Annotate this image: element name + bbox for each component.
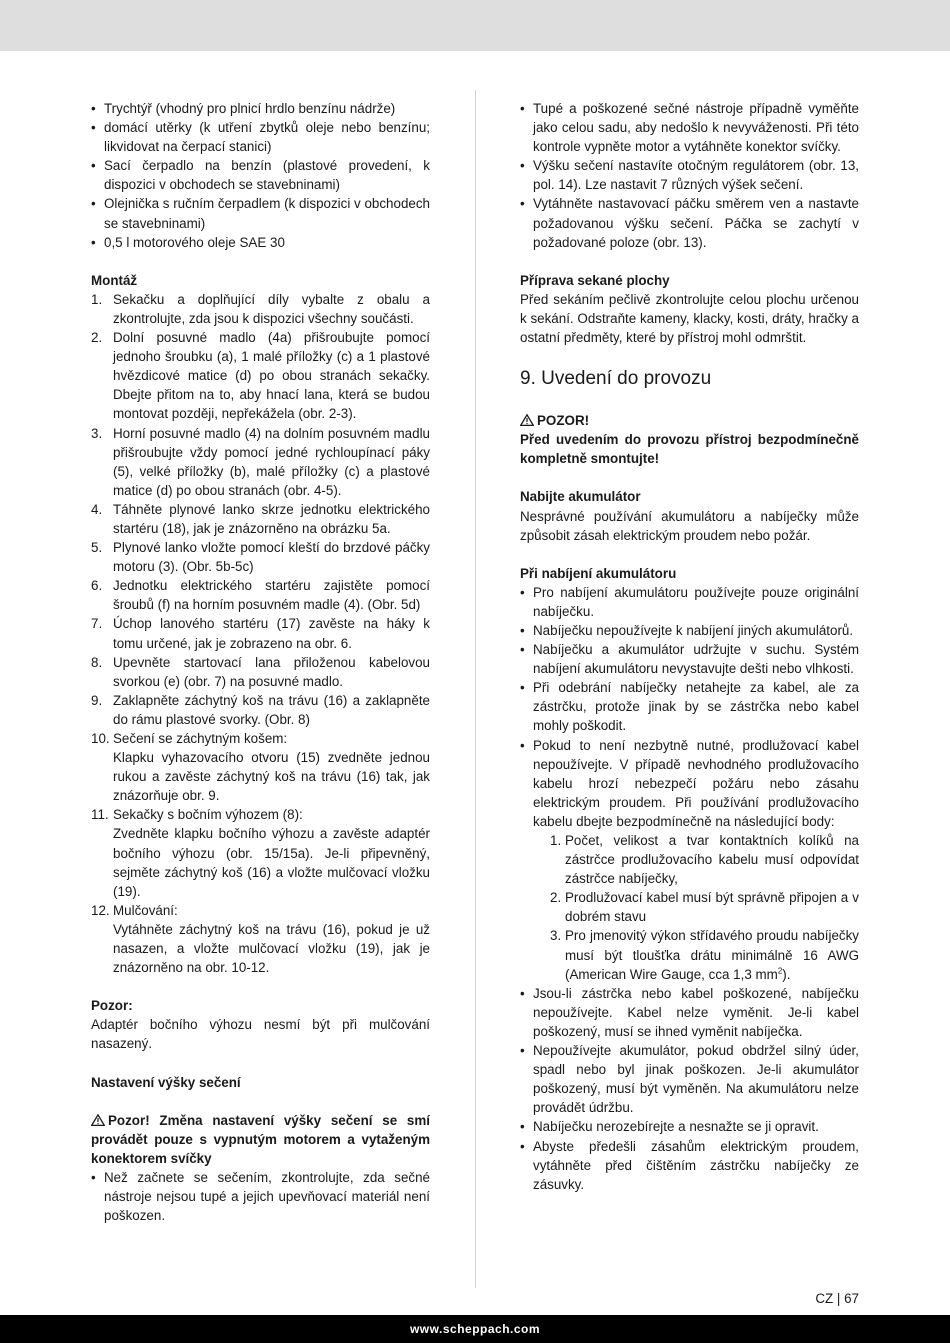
list-item: 4. Táhněte plynové lanko skrze jednotku elektrického startéru (18), jak je znázorněno na obrázku 5a. xyxy=(91,501,430,536)
list-item: • Výšku sečení nastavíte otočným regulátorem (obr. 13, pol. 14). Lze nastavit 7 různých výšek sečení. xyxy=(520,156,859,194)
list-item: 11. Sekačky s bočním výhozem (8): Zvedněte klapku bočního výhozu a zavěste adaptér bočního výhozu (obr. 15/15a). Je-li připevněný, sejměte záchytný koš (16) a vložte mulčovací vložku (19). xyxy=(91,807,430,899)
header-band xyxy=(0,0,950,51)
list-item: • Olejnička s ručním čerpadlem (k dispozici v obchodech se stavebninami) xyxy=(91,194,430,232)
height-heading: Nastavení výšky sečení xyxy=(91,1074,241,1090)
list-item: • Nepoužívejte akumulátor, pokud obdržel silný úder, spadl nebo byl jinak poškozen. Je-li akumulátor poškozený, musí být vyměněn. Na akumulátoru nelze provádět údržbu. xyxy=(520,1041,859,1117)
column-divider xyxy=(475,90,476,1288)
list-item: • Jsou-li zástrčka nebo kabel poškozené, nabíječku nepoužívejte. Kabel nelze vyměnit. Je-li kabel poškozený, musí se ihned vyměnit nabíječka. xyxy=(520,984,859,1041)
list-item: • Trychtýř (vhodný pro plnicí hrdlo benzínu nádrže) xyxy=(91,99,430,118)
list-item: 2. Dolní posuvné madlo (4a) přišroubujte pomocí jednoho šroubku (a), 1 malé příložky (c) a 1 plastové hvězdicové matice (d) po obou stranách sekačky. Dbejte přitom na to, aby hnací lana, která se budou montovat později, nepřekážela (obr. 2-3). xyxy=(91,330,430,422)
pozor-text: Adaptér bočního výhozu nesmí být při mulčování nasazený. xyxy=(91,1017,430,1052)
list-item: • Nabíječku nerozebírejte a nesnažte se ji opravit. xyxy=(520,1117,859,1136)
right-column xyxy=(520,99,859,1194)
list-item: 1. Sekačku a doplňující díly vybalte z obalu a zkontrolujte, zda jsou k dispozici všechny součásti. xyxy=(91,291,430,326)
extension-points xyxy=(533,831,859,984)
warning-icon xyxy=(520,414,534,426)
list-item: • Tupé a poškozené sečné nástroje případně vyměňte jako celou sadu, aby nedošlo k nevyváženosti. Při této kontrole vypněte motor a vytáhněte konektor svíčky. xyxy=(520,99,859,156)
charging-bullets xyxy=(520,583,859,1194)
height-warning: Pozor! Změna nastavení výšky sečení se smí provádět pouze s vypnutým motorem a vytaženým konektorem svíčky xyxy=(91,1112,430,1166)
charging-heading: Při nabíjení akumulátoru xyxy=(520,565,677,581)
list-item: • Pro nabíjení akumulátoru používejte pouze originální nabíječku. xyxy=(520,583,859,621)
battery-heading: Nabijte akumulátor xyxy=(520,489,641,505)
list-item: 9. Zaklapněte záchytný koš na trávu (16) a zaklapněte do rámu plastové svorky. (Obr. 8) xyxy=(91,692,430,727)
list-item: • Při odebrání nabíječky netahejte za kabel, ale za zástrčku, protože jinak by se zástrčka nebo kabel mohly poškodit. xyxy=(520,678,859,735)
montaz-heading: Montáž xyxy=(91,272,138,288)
list-item: • 0,5 l motorového oleje SAE 30 xyxy=(91,233,430,252)
footer-url[interactable]: www.scheppach.com xyxy=(0,1315,950,1343)
battery-text: Nesprávné používání akumulátoru a nabíječky může způsobit zásah elektrickým proudem nebo požár. xyxy=(520,508,859,543)
left-column xyxy=(91,99,430,1225)
height-bullets-continued xyxy=(520,99,859,252)
page-number: CZ | 67 xyxy=(815,1291,859,1306)
list-item: 1. Počet, velikost a tvar kontaktních kolíků na zástrčce prodlužovacího kabelu musí odpovídat zástrčce nabíječky, xyxy=(550,833,859,887)
montaz-steps xyxy=(91,290,430,977)
pozor-label: POZOR! xyxy=(520,411,859,430)
height-bullets xyxy=(91,1168,430,1225)
materials-list xyxy=(91,99,430,252)
prep-heading: Příprava sekané plochy xyxy=(520,272,670,288)
list-item: 3. Pro jmenovitý výkon střídavého proudu nabíječky musí být tloušťka drátu minimálně 16 AWG (American Wire Gauge, cca 1,3 $mm^2$). xyxy=(550,928,859,982)
list-item: • Sací čerpadlo na benzín (plastové provedení, k dispozici v obchodech se stavebninami) xyxy=(91,156,430,194)
list-item: • Abyste předešli zásahům elektrickým proudem, vytáhněte před čištěním zástrčku nabíječky ze zásuvky. xyxy=(520,1137,859,1194)
list-item: • Vytáhněte nastavovací páčku směrem ven a nastavte požadovanou výšku sečení. Páčka se zachytí v požadované poloze (obr. 13). xyxy=(520,194,859,251)
list-item: 12. Mulčování: Vytáhněte záchytný koš na trávu (16), pokud je už nasazen, a vložte mulčovací vložku (19), jak je znázorněno na obr. 10-12. xyxy=(91,902,430,976)
list-item: 6. Jednotku elektrického startéru zajistěte pomocí šroubů (f) na horním posuvném madle (4). (Obr. 5d) xyxy=(91,578,430,613)
list-item: • Nabíječku nepoužívejte k nabíjení jiných akumulátorů. xyxy=(520,621,859,640)
pozor-text: Před uvedením do provozu přístroj bezpodmínečně kompletně smontujte! xyxy=(520,432,859,467)
prep-text: Před sekáním pečlivě zkontrolujte celou plochu určenou k sekání. Odstraňte kameny, klacky, kosti, dráty, hračky a ostatní předměty, které by přístroj mohl odmrštit. xyxy=(520,291,859,346)
section-title: 9. Uvedení do provozu xyxy=(520,368,712,390)
list-item: 3. Horní posuvné madlo (4) na dolním posuvném madlu přišroubujte vždy pomocí jedné rychloupínací páky (5), velké příložky (b), malé příložky (c) a plastové matice (d) po obou stranách (obr. 4-5). xyxy=(91,425,430,498)
warning-icon xyxy=(91,1114,105,1126)
list-item: • Pokud to není nezbytně nutné, prodlužovací kabel nepoužívejte. V případě nevhodného prodlužovacího kabelu hrozí nebezpečí požáru nebo zásahu elektrickým proudem. Při používání prodlužovacího kabelu dbejte bezpodmínečně na následující body: 1. Počet, velikost a tvar kontaktních kolíků na zástrčce prodlužovacího kabelu musí odpovídat zástrčce nabíječky, 2. Prodlužovací kabel musí být správně připojen a v dobrém stavu 3. Pro jmenovitý výkon střídavého proudu nabíječky musí být tloušťka drátu minimálně 16 AWG (American Wire Gauge, cca 1,3 $mm^2$). xyxy=(520,736,859,984)
list-item: 2. Prodlužovací kabel musí být správně připojen a v dobrém stavu xyxy=(550,890,859,925)
list-item: • Nabíječku a akumulátor udržujte v suchu. Systém nabíjení akumulátoru nevystavujte dešti nebo vlhkosti. xyxy=(520,640,859,678)
list-item: 7. Úchop lanového startéru (17) zavěste na háky k tomu určené, jak je zobrazeno na obr. 6. xyxy=(91,616,430,651)
list-item: 5. Plynové lanko vložte pomocí kleští do brzdové páčky motoru (3). (Obr. 5b-5c) xyxy=(91,540,430,575)
list-item: • Než začnete se sečením, zkontrolujte, zda sečné nástroje nejsou tupé a jejich upevňovací materiál není poškozen. xyxy=(91,1168,430,1225)
list-item: 8. Upevněte startovací lana přiloženou kabelovou svorkou (e) (obr. 7) na posuvné madlo. xyxy=(91,654,430,689)
pozor-heading: Pozor: xyxy=(91,998,133,1014)
list-item: 10. Sečení se záchytným košem: Klapku vyhazovacího otvoru (15) zvedněte jednou rukou a zavěste záchytný koš na trávu (16) tak, jak znázorňuje obr. 9. xyxy=(91,731,430,804)
list-item: • domácí utěrky (k utření zbytků oleje nebo benzínu; likvidovat na čerpací stanici) xyxy=(91,118,430,156)
